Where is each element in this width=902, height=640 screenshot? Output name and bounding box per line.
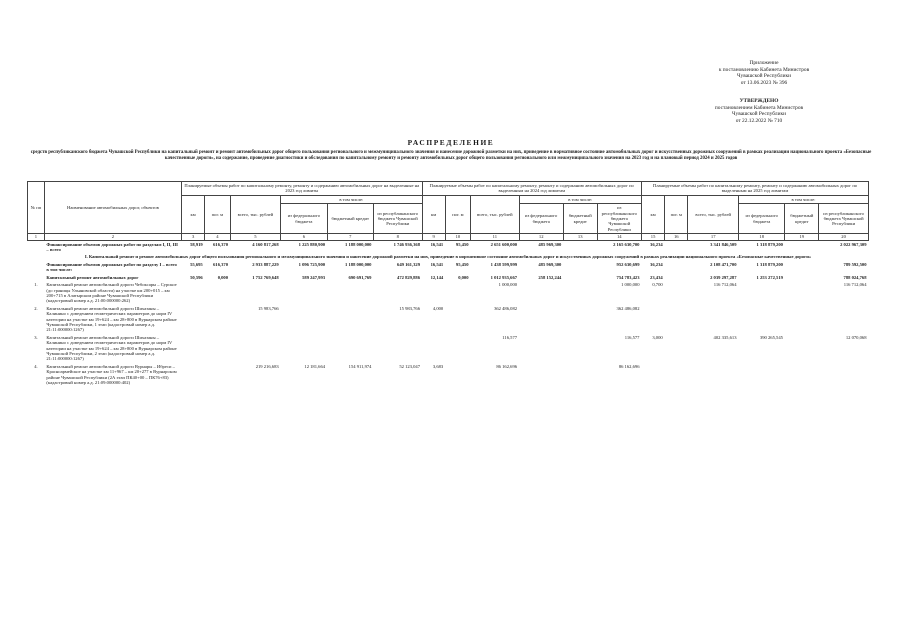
document-subtitle: средств республиканского бюджета Чувашской Республики на капитальный ремонт и ремонт автомобильных дорог общего пользования регионального и межмуниципального значения и нанесение дорожной разметки на них, приведение в нормативное состояние автомобильных дорог и искусственных дорожных сооружений в рамках реализации национального проекта «Безопасные качественные дороги», на содержание, проведение диагностики и обследования по капитальному ремонту и ремонту автомобильных дорог общего пользования регионального или межмуниципального значения на 2023 год и на плановый период 2024 и 2025 годов <box>30 150 872 161</box>
value-cell: 95,450 <box>455 241 469 247</box>
value-cell <box>785 261 819 274</box>
column-index-cell: 12 <box>519 234 563 240</box>
value-cell: 0,000 <box>217 274 229 280</box>
appendix-line: Чувашской Республики <box>737 73 791 80</box>
value-cell <box>205 305 230 334</box>
value-cell <box>281 305 327 334</box>
table-row <box>28 363 869 387</box>
value-cell <box>205 281 230 305</box>
row-number <box>28 240 45 253</box>
value-cell <box>819 305 869 334</box>
value-cell <box>563 334 597 363</box>
column-index-cell: 4 <box>205 234 230 240</box>
col-rep-header: из республиканского бюджета Чувашской Республики <box>597 204 641 234</box>
col-credit-header: бюджетный кредит <box>563 204 597 234</box>
value-cell: 12 181,664 <box>304 363 326 369</box>
value-cell: 3 341 846,509 <box>710 241 737 247</box>
value-cell <box>281 281 327 305</box>
value-cell: 4 160 817,268 <box>252 241 279 247</box>
value-cell <box>327 281 373 305</box>
value-cell <box>641 305 664 334</box>
value-cell <box>519 281 563 305</box>
value-cell <box>739 363 785 387</box>
value-cell <box>327 334 373 363</box>
col-incl-header: в том числе: <box>739 195 869 203</box>
value-cell: 649 161,329 <box>397 261 421 267</box>
value-cell: 116,577 <box>502 334 518 340</box>
appendix-line: к постановлению Кабинета Министров <box>718 66 810 73</box>
value-cell <box>665 261 688 274</box>
value-cell <box>785 240 819 253</box>
value-cell <box>519 305 563 334</box>
value-cell: 952 630,699 <box>616 261 640 267</box>
value-cell: 12,144 <box>430 274 444 280</box>
value-cell <box>182 363 205 387</box>
row-number <box>28 274 45 281</box>
col-total-header: всего, тыс. рублей <box>688 195 739 233</box>
value-cell: 1 318 879,200 <box>756 261 783 267</box>
value-cell <box>665 334 688 363</box>
value-cell: 116,577 <box>624 334 640 340</box>
value-cell <box>205 363 230 387</box>
value-cell <box>785 363 819 387</box>
value-cell: 86 162,696 <box>618 363 640 369</box>
appendix-note <box>704 60 824 86</box>
column-index-cell: 18 <box>739 234 785 240</box>
section-title: I. Капитальный ремонт и ремонт автомобильных дорог общего пользования регионального и межмуниципального значения и нанесение дорожной разметки на них, приведение в нормативное состояние автомобильных дорог и искусственных дорожных сооружений в рамках реализации национального проекта «Безопасные качественные дороги» <box>84 254 812 260</box>
value-cell: 52 123,047 <box>399 363 421 369</box>
table-row <box>28 305 869 334</box>
col-km-header: км <box>422 195 445 233</box>
row-number: 4. <box>34 363 38 369</box>
value-cell <box>563 305 597 334</box>
col-km-header: км <box>182 195 205 233</box>
value-cell <box>519 334 563 363</box>
value-cell: 1 752 769,648 <box>252 274 279 280</box>
value-cell <box>445 281 470 305</box>
column-index-cell: 20 <box>819 234 869 240</box>
column-index-cell: 9 <box>422 234 445 240</box>
value-cell: 50,596 <box>190 274 203 280</box>
value-cell <box>739 305 785 334</box>
value-cell: 16,541 <box>430 261 444 267</box>
approval-line: УТВЕРЖДЕНО <box>739 98 779 104</box>
row-name: Капитальный ремонт автомобильной дороги Чебоксары – Сурское (до границы Ульяновской области) на участке км 200+015 – км 200+715 в Алатырском районе Чувашской Республики (кадастровый номер а.д. 21:00:000000:262) <box>46 282 177 304</box>
value-cell: 402 335,613 <box>713 334 737 340</box>
col-pm-header: пог. м <box>665 195 688 233</box>
col-total-header: всего, тыс. рублей <box>471 195 520 233</box>
table-row <box>28 274 869 281</box>
col-name-header: Наименование автомобильных дорог, объектов <box>44 182 181 234</box>
column-index-cell: 16 <box>665 234 688 240</box>
value-cell <box>563 363 597 387</box>
value-cell <box>445 305 470 334</box>
col-credit-header: бюджетный кредит <box>785 204 819 234</box>
value-cell: 219 216,683 <box>255 363 279 369</box>
col-pm-header: пог. м <box>445 195 470 233</box>
value-cell: 1 012 935,667 <box>490 274 518 280</box>
column-index-cell: 15 <box>641 234 664 240</box>
col-km-header: км <box>641 195 664 233</box>
value-cell: 15 983,766 <box>257 305 279 311</box>
column-index-cell: 3 <box>182 234 205 240</box>
period-2023-header: Планируемые объемы работ по капитальному ремонту, ремонту и содержанию автомобильных дорог на выделенные на 2023 год лимиты <box>182 182 423 196</box>
value-cell <box>422 334 445 363</box>
value-cell <box>688 305 739 334</box>
value-cell: 3,683 <box>432 363 444 369</box>
row-number: 1. <box>34 282 38 288</box>
appendix-line: от 13.06.2023 № 396 <box>740 79 788 86</box>
column-index-cell: 2 <box>44 234 181 240</box>
table-row <box>28 281 869 305</box>
column-index-cell: 14 <box>597 234 641 240</box>
row-number: 3. <box>34 334 38 340</box>
value-cell <box>641 363 664 387</box>
period-2024-header: Планируемые объемы работ по капитальному ремонту, ремонту и содержанию автомобильных дорог по выделенным на 2024 год лимитам <box>422 182 641 196</box>
value-cell <box>563 261 597 274</box>
value-cell <box>445 363 470 387</box>
value-cell: 2 933 887,229 <box>252 261 279 267</box>
value-cell: 258 152,244 <box>538 274 562 280</box>
value-cell: 0,700 <box>652 282 663 288</box>
section-row <box>28 253 869 260</box>
value-cell: 1 000,000 <box>621 282 640 288</box>
table-row <box>28 240 869 253</box>
col-credit-header: бюджетный кредит <box>327 204 373 234</box>
column-index-cell: 8 <box>373 234 422 240</box>
value-cell <box>785 281 819 305</box>
value-cell <box>665 305 688 334</box>
row-number <box>28 261 45 274</box>
row-name: Капитальный ремонт автомобильной дороги Вурнары – Ибреси – Красноармейское на участке км 11+967 – км 20+277 в Вурнарском районе Чувашской Республики (2А этап ПК40+00 – ПК76+83) (кадастровый номер а.д. 21:09:000000:402) <box>46 363 177 385</box>
value-cell <box>563 274 597 281</box>
value-cell: 789 592,500 <box>843 261 867 267</box>
value-cell: 4,000 <box>432 305 444 311</box>
column-index-cell: 19 <box>785 234 819 240</box>
value-cell <box>519 363 563 387</box>
col-pm-header: пог. м <box>205 195 230 233</box>
value-cell: 2 039 297,287 <box>710 274 737 280</box>
row-name: Капитальный ремонт автомобильной дороги Шихазаны – Калинино с доведением геометрических параметров до норм IV категории на участке км 19+624 – км 28+800 в Вурнарском районе Чувашской Республики, 2 этап (кадастровый номер а.д. 21:11:000000:1267) <box>46 334 177 362</box>
value-cell: 1 438 599,999 <box>490 261 518 267</box>
value-cell: 362 486,082 <box>494 305 518 311</box>
appendix-line: Приложение <box>749 60 779 66</box>
value-cell: 485 969,300 <box>538 241 562 247</box>
row-name: Финансирование объемов дорожных работ по разделам I, II, III – всего <box>46 241 178 253</box>
value-cell <box>688 363 739 387</box>
value-cell: 0,000 <box>458 274 469 280</box>
col-num-header: № пп <box>28 182 45 234</box>
value-cell: 95,450 <box>455 261 469 267</box>
value-cell: 2 165 630,700 <box>613 241 640 247</box>
table-row <box>28 261 869 274</box>
value-cell <box>739 281 785 305</box>
value-cell <box>373 281 422 305</box>
col-total-header: всего, тыс. рублей <box>230 195 281 233</box>
value-cell: 1 000,000 <box>498 282 518 288</box>
value-cell <box>230 281 281 305</box>
value-cell: 616,370 <box>213 261 229 267</box>
value-cell: 1 746 936,368 <box>393 241 421 247</box>
value-cell <box>230 334 281 363</box>
column-index-cell: 1 <box>28 234 45 240</box>
value-cell <box>445 334 470 363</box>
column-index-cell: 10 <box>445 234 470 240</box>
value-cell <box>665 240 688 253</box>
col-incl-header: в том числе: <box>519 195 641 203</box>
value-cell <box>182 305 205 334</box>
col-fed-header: из федерального бюджета <box>739 204 785 234</box>
col-rep-header: из республиканского бюджета Чувашской Республики <box>819 204 869 234</box>
value-cell: 2 651 600,000 <box>490 241 518 247</box>
value-cell <box>785 274 819 281</box>
column-index-cell: 11 <box>471 234 520 240</box>
column-index-cell: 6 <box>281 234 327 240</box>
value-cell: 788 024,768 <box>843 274 867 280</box>
row-name: Капитальный ремонт автомобильных дорог <box>46 274 139 280</box>
value-cell: 589 247,993 <box>302 274 326 280</box>
column-index-cell: 13 <box>563 234 597 240</box>
value-cell: 3,000 <box>652 334 663 340</box>
table-row <box>28 334 869 363</box>
approval-line: постановлением Кабинета Министров <box>714 104 804 111</box>
title-block <box>30 138 872 162</box>
approval-line: Чувашской Республики <box>732 111 786 118</box>
value-cell: 1 253 272,519 <box>756 274 783 280</box>
col-fed-header: из федерального бюджета <box>519 204 563 234</box>
value-cell: 472 829,886 <box>397 274 421 280</box>
value-cell <box>563 281 597 305</box>
value-cell: 754 783,423 <box>616 274 640 280</box>
value-cell <box>327 305 373 334</box>
row-number: 2. <box>34 305 38 311</box>
value-cell: 55,695 <box>190 261 203 267</box>
value-cell <box>182 281 205 305</box>
value-cell <box>205 334 230 363</box>
value-cell <box>665 281 688 305</box>
value-cell <box>422 281 445 305</box>
value-cell <box>373 334 422 363</box>
approval-note <box>694 98 824 124</box>
value-cell: 23,434 <box>650 274 663 280</box>
value-cell: 362 486,082 <box>616 305 640 311</box>
value-cell: 1 188 000,000 <box>345 261 372 267</box>
value-cell: 2 022 967,309 <box>840 241 867 247</box>
distribution-table <box>27 181 869 386</box>
value-cell: 485 969,300 <box>538 261 562 267</box>
value-cell: 86 162,696 <box>496 363 518 369</box>
value-cell: 154 911,974 <box>348 363 372 369</box>
value-cell: 1 188 000,000 <box>345 241 372 247</box>
column-index-cell: 7 <box>327 234 373 240</box>
value-cell: 690 691,769 <box>348 274 372 280</box>
value-cell: 1 318 879,200 <box>756 241 783 247</box>
value-cell <box>182 334 205 363</box>
value-cell: 36,234 <box>650 241 663 247</box>
table-body <box>28 234 869 387</box>
value-cell <box>563 240 597 253</box>
value-cell <box>665 274 688 281</box>
value-cell <box>785 334 819 363</box>
document-title: РАСПРЕДЕЛЕНИЕ <box>407 138 495 147</box>
value-cell: 116 712,064 <box>713 282 737 288</box>
approval-line: от 22.12.2022 № 710 <box>735 117 783 124</box>
period-2025-header: Планируемые объемы работ по капитальному ремонту, ремонту и содержанию автомобильных дорог по выделенным на 2025 год лимитам <box>641 182 868 196</box>
value-cell: 390 265,545 <box>759 334 783 340</box>
value-cell: 16,541 <box>430 241 444 247</box>
value-cell <box>819 363 869 387</box>
value-cell <box>281 334 327 363</box>
value-cell <box>665 363 688 387</box>
col-fed-header: из федерального бюджета <box>281 204 327 234</box>
column-index-cell: 17 <box>688 234 739 240</box>
value-cell <box>785 305 819 334</box>
value-cell: 58,919 <box>190 241 203 247</box>
value-cell: 116 712,064 <box>843 282 867 288</box>
value-cell: 1 096 725,900 <box>298 261 326 267</box>
col-rep-header: из республиканского бюджета Чувашской Республики <box>373 204 422 234</box>
column-index-cell: 5 <box>230 234 281 240</box>
row-name: Финансирование объемов дорожных работ по разделу I – всего в том числе: <box>46 261 177 273</box>
value-cell: 15 983,766 <box>399 305 421 311</box>
value-cell: 36,234 <box>650 261 663 267</box>
value-cell: 616,370 <box>213 241 229 247</box>
col-incl-header: в том числе: <box>281 195 422 203</box>
value-cell: 2 108 471,700 <box>710 261 737 267</box>
row-name: Капитальный ремонт автомобильной дороги Шихазаны – Калинино с доведением геометрических параметров до норм IV категории на участке км 19+624 – км 28+800 в Вурнарском районе Чувашской Республики, 1 этап (кадастровый номер а.д. 21:11:000000:1267) <box>46 305 177 333</box>
value-cell: 1 225 880,900 <box>298 241 326 247</box>
value-cell: 12 070,068 <box>845 334 867 340</box>
